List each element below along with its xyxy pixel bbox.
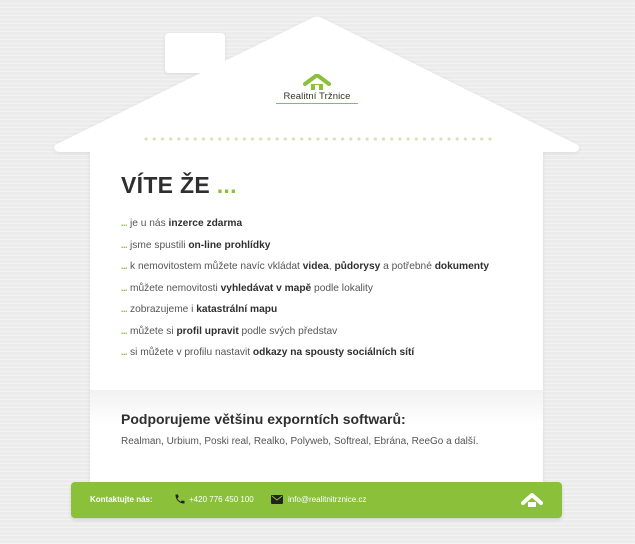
feature-highlight: inzerce zdarma bbox=[168, 218, 243, 229]
brand-logo[interactable] bbox=[276, 74, 358, 104]
feature-highlight: odkazy na spousty sociálních sítí bbox=[252, 347, 415, 358]
feature-highlight: dokumenty bbox=[434, 261, 490, 272]
contact-label: Kontaktujte nás: bbox=[90, 495, 153, 504]
feature-item bbox=[121, 213, 551, 235]
feature-text: je u nás bbox=[130, 218, 169, 229]
bullet-dots: ... bbox=[121, 261, 128, 271]
feature-text: a potřebné bbox=[380, 261, 435, 272]
feature-text: můžete si bbox=[130, 325, 177, 337]
envelope-icon bbox=[271, 495, 283, 504]
bullet-dots: ... bbox=[121, 325, 128, 336]
feature-text: , bbox=[328, 261, 335, 272]
feature-list bbox=[121, 213, 551, 364]
feature-item bbox=[121, 342, 551, 364]
feature-item bbox=[121, 235, 551, 257]
feature-text: k nemovitostem můžete navíc vkládat bbox=[130, 261, 303, 272]
feature-text: zobrazujeme i bbox=[130, 304, 197, 315]
feature-highlight: půdorysy bbox=[334, 261, 381, 272]
feature-text: podle svých představ bbox=[238, 325, 338, 337]
contact-email-link[interactable]: info@realitnitrznice.cz bbox=[288, 495, 367, 504]
headline-text: VÍTE ŽE bbox=[121, 172, 211, 198]
page-headline bbox=[121, 172, 237, 199]
feature-highlight: vyhledávat v mapě bbox=[220, 282, 312, 294]
contact-bar bbox=[71, 482, 562, 518]
bullet-dots: ... bbox=[121, 239, 128, 250]
house-roof-logo-icon bbox=[303, 74, 331, 91]
feature-text: si můžete v profilu nastavit bbox=[130, 347, 253, 358]
software-list: Realman, Urbium, Poski real, Realko, Polyweb, Softreal, Ebrána, ReeGo a další. bbox=[121, 436, 479, 447]
contact-phone-link[interactable]: +420 776 450 100 bbox=[189, 495, 254, 504]
feature-highlight: profil upravit bbox=[176, 325, 239, 337]
brand-name: Realitní Tržnice bbox=[276, 91, 358, 104]
bullet-dots: ... bbox=[121, 218, 128, 228]
feature-item bbox=[121, 299, 551, 321]
feature-item bbox=[121, 278, 551, 300]
feature-item bbox=[121, 256, 551, 278]
feature-highlight: katastrální mapu bbox=[196, 304, 278, 315]
feature-text: můžete nemovitosti bbox=[130, 282, 221, 294]
chevron-up-icon bbox=[520, 490, 544, 510]
dotted-divider bbox=[142, 137, 492, 141]
phone-icon bbox=[174, 493, 186, 505]
bullet-dots: ... bbox=[121, 282, 128, 293]
feature-item bbox=[121, 321, 551, 343]
feature-highlight: videa bbox=[302, 261, 329, 272]
feature-text: podle lokality bbox=[311, 282, 373, 294]
feature-highlight: on-line prohlídky bbox=[188, 239, 271, 251]
headline-accent: ... bbox=[216, 172, 237, 198]
bullet-dots: ... bbox=[121, 304, 128, 314]
feature-text: jsme spustili bbox=[130, 239, 189, 251]
bullet-dots: ... bbox=[121, 347, 128, 357]
scroll-to-top-button[interactable] bbox=[520, 490, 544, 510]
software-title: Podporujeme většinu exporntích softwarů: bbox=[121, 411, 406, 427]
